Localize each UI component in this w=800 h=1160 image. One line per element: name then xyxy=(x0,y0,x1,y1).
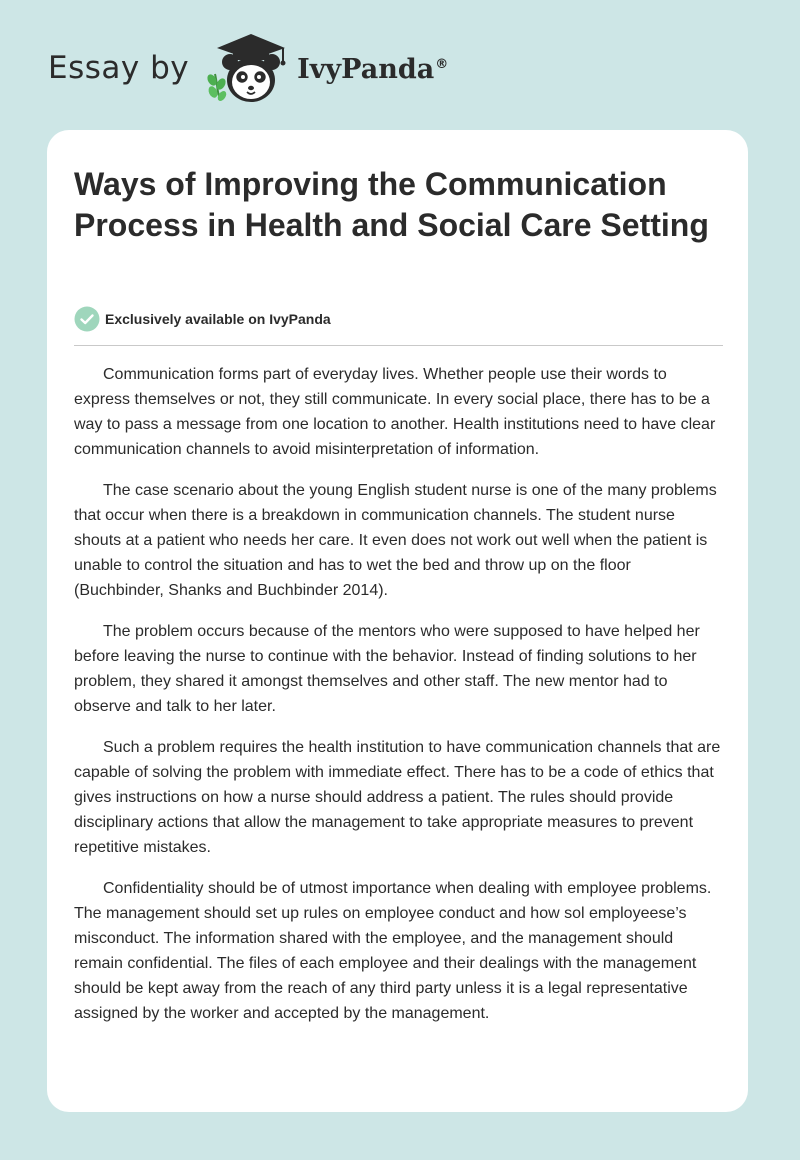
paragraph: Such a problem requires the health institution to have communication channels that are capable of solving the problem with immediate effect. There has to be a code of ethics that gives instructions on how a nurse should address a patient. The rules should provide disciplinary actions that allow the management to take appropriate measures to prevent repetitive mistakes. xyxy=(74,739,721,856)
brand-name-text: IvyPanda xyxy=(297,53,435,85)
paragraph: The problem occurs because of the mentors who were supposed to have helped her before leaving the nurse to continue with the behavior. Instead of finding solutions to her problem, they shared it amongst themselves and other staff. The new mentor had to observe and talk to her later. xyxy=(74,623,700,715)
essay-card xyxy=(47,130,748,1112)
exclusive-badge xyxy=(74,306,331,332)
brand-prefix: Essay by xyxy=(48,50,190,86)
check-circle-icon xyxy=(74,306,100,332)
divider xyxy=(74,345,723,346)
panda-graduate-icon xyxy=(203,30,299,110)
paragraph: Confidentiality should be of utmost importance when dealing with employee problems. The management should set up rules on employee conduct and how sol employeese’s misconduct. The information shared with the employee, and the management should remain confidential. The files of each employee and their dealings with the management should be kept away from the reach of any third party unless it is a legal representative assigned by the worker and accepted by the management. xyxy=(74,880,712,1022)
essay-body xyxy=(74,362,725,1042)
paragraph: The case scenario about the young English student nurse is one of the many problems that occur when there is a breakdown in communication channels. The student nurse shouts at a patient who needs her care. It even does not work out well when the patient is unable to control the situation and has to wet the bed and throw up on the floor (Buchbinder, Shanks and Buchbinder 2014). xyxy=(74,482,717,599)
brand-name xyxy=(297,54,448,85)
registered-mark: ® xyxy=(435,56,449,72)
page-title: Ways of Improving the Communication Process in Health and Social Care Setting xyxy=(74,166,709,243)
brand-header[interactable] xyxy=(48,30,448,110)
exclusive-badge-label: Exclusively available on IvyPanda xyxy=(105,311,331,327)
paragraph: Communication forms part of everyday lives. Whether people use their words to express themselves or not, they still communicate. In every social place, there has to be a way to pass a message from one location to another. Health institutions need to have clear communication channels to avoid misinterpretation of information. xyxy=(74,366,716,458)
